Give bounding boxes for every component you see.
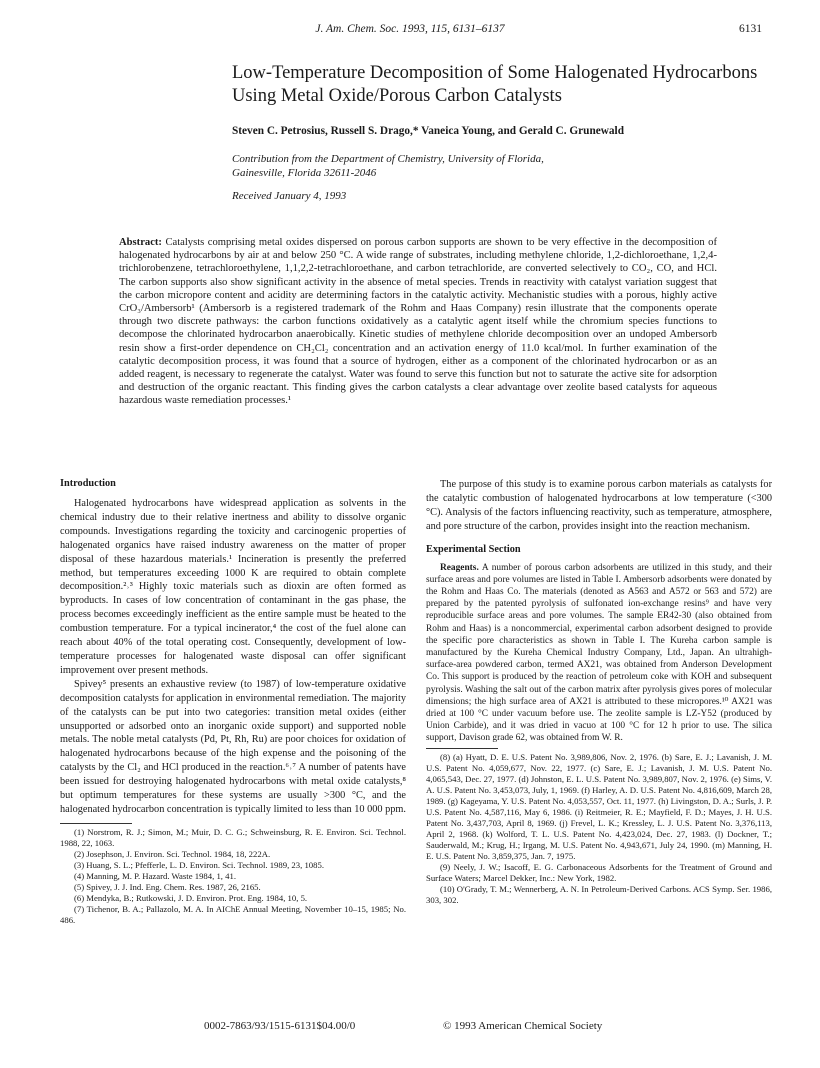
right-column — [426, 478, 772, 906]
running-header — [0, 23, 820, 39]
page-number: 6131 — [739, 23, 762, 35]
journal-citation: J. Am. Chem. Soc. 1993, 115, 6131–6137 — [315, 23, 505, 35]
footnote-rule — [426, 748, 498, 749]
left-column — [60, 478, 406, 926]
article-code: 0002-7863/93/1515-6131$04.00/0 — [204, 1020, 356, 1032]
intro-paragraph-2: Spivey⁵ presents an exhaustive review (to 1987) of low-temperature oxidative decomposition catalysts for application in environmental remediation. The majority of the catalysts can be put into two categories: transition metal oxides (either unsupported or adsorbed onto an inorganic oxide support) and supported noble metals. The noble metal catalysts (Pd, Pt, Rh, Ru) are poor choices for oxidation of halogenated hydrocarbons because of the high expense and the poisoning of the catalysts by the Cl₂ and HCl produced in the reaction.⁶˒⁷ A number of patents have been issued for destroying halogenated hydrocarbons with metal oxide catalysts,⁸ but optimum temperatures for these systems are usually >300 °C, and the halogenated hydrocarbon concentration is typically limited to less than 10 000 ppm. — [60, 678, 407, 815]
footnote-rule — [60, 823, 132, 824]
footnote-9: (9) Neely, J. W.; Isacoff, E. G. Carbonaceous Adsorbents for the Treatment of Ground and Surface Waters; Marcel Dekker, Inc.: New York, 1982. — [426, 861, 772, 883]
abstract-text: Catalysts comprising metal oxides dispersed on porous carbon supports are shown to be very effective in the decomposition of halogenated hydrocarbons by air at and below 250 °C. A wide range of substrates, including methylene chloride, 1,2-dichloroethane, 1,2,4-trichlorobenzene, tetrachloroethylene, 1,1,2,2-tetrachloroethane, and carbon tetrachloride, are converted selectively to CO₂, CO, and HCl. The carbon supports also show significant activity in the absence of metal species. Trends in reactivity with catalyst variation suggest that the carbon micropore content and acidity are determining factors in the catalytic activity. Mechanistic studies with a porous, highly active CrO₃/Ambersorb¹ (Ambersorb is a registered trademark of the Rohm and Haas Company) resin illustrate that the components operate through two discrete pathways: the carbon functions oxidatively as a catalytic agent itself while the chromium species functions to decompose the chlorinated hydrocarbon anaerobically. Kinetic studies of methylene chloride decomposition over an undoped Ambersorb resin show a first-order dependence on CH₂Cl₂ concentration and an activation energy of 11.0 kcal/mol. In further examination of the catalytic decomposition process, it was found that a source of hydrogen, either as a component of the chlorinated hydrocarbon or as an added reagent, is necessary to regenerate the catalyst. Water was found to serve this function but not to saturate the active site for adsorption and destruction of the organic reactant. This finding gives the carbon catalysts a clear advantage over zeolite based catalysts for aqueous hazardous waste remediation processes.¹ — [119, 237, 717, 407]
footnote-7: (7) Tichenor, B. A.; Pallazolo, M. A. In AIChE Annual Meeting, November 10–15, 1985; No. 486. — [60, 903, 406, 925]
reagents-text: A number of porous carbon adsorbents are utilized in this study, and their surface areas and pore volumes are listed in Table I. Ambersorb adsorbents were donated by the Rohm and Haas Co. The materials (denoted as A563 and A572 or 563 and 572) are prepared by the patented pyrolysis of sulfonated ion-exchange resins⁹ and have very reproducible surface areas and pore volumes. The sample ER42-30 (also obtained from Rohm and Haas) is a noncommercial, experimental carbon adsorbent designed to provide the specific pore characteristics as shown in Table I. The Kureha carbon sample is manufactured by the Kureha Chemical Industry Company, Ltd., Japan. An ultrahigh-surface-area powdered carbon, termed AX21, was obtained from Anderson Development Co. This support is produced by the reaction of petroleum coke with KOH and subsequent pyrolysis. Washing the salt out of the carbon matrix after pyrolysis gives pores of molecular dimensions; the high surface area of AX21 is attributed to these micropores.¹⁰ AX21 was dried at 100 °C under vacuum before use. The zeolite sample is LZ-Y52 (produced by Union Carbide), and it was dried in vacuo at 100 °C for 12 h prior to use. The silica support, Davison grade 62, was obtained from W. R. — [426, 562, 772, 744]
reagents-paragraph — [426, 562, 772, 745]
purpose-paragraph: The purpose of this study is to examine porous carbon materials as catalysts for the catalytic combustion of halogenated hydrocarbons at low temperature (<300 °C). Analysis of the factors influencing reactivity, such as temperature, atmosphere, and pore structure of the carbon, provides insight into the reaction mechanism. — [426, 479, 772, 532]
footnote-5: (5) Spivey, J. J. Ind. Eng. Chem. Res. 1987, 26, 2165. — [74, 881, 261, 892]
received-date: Received January 4, 1993 — [232, 190, 347, 202]
footnote-8: (8) (a) Hyatt, D. E. U.S. Patent No. 3,989,806, Nov. 2, 1976. (b) Sare, E. J.; Lavanish, J. M. U.S. Patent No. 4,059,677, Nov. 22, 1977. (c) Sare, E. J.; Lavanish, J. M. U.S. Patent No. 4,065,543, Dec. 27, 1977. (d) Johnston, E. L. U.S. Patent No. 3,989,807, Nov. 2, 1976. (e) Sims, V. A. U.S. Patent No. 3,453,073, July, 1, 1969. (f) Harley, A. D. U.S. Patent No. 4,816,609, March 28, 1989. (g) Kageyama, Y. U.S. Patent No. 4,053,557, Oct. 11, 1977. (h) Livingston, D. A.; Surls, J. P. U.S. Patent No. 4,587,116, May 6, 1986. (i) Reitmeier, R. E.; Mayfield, F. D.; Mayes, J. H. U.S. Patent No. 3,437,703, April 8, 1969. (j) Frevel, L. K.; Kressley, L. J. U.S. Patent No. 3,376,113, April 2, 1968. (k) Wolford, T. L. U.S. Patent No. 4,423,024, Dec. 27, 1983. (l) Dockner, T.; Sauderwald, M.; Krug, H.; Irgang, M. U.S. Patent No. 4,943,671, July 24, 1990. (m) Manning, H. E. U.S. Patent No. 3,859,375, Jan. 7, 1975. — [426, 751, 772, 861]
footnote-3: (3) Huang, S. L.; Pfefferle, L. D. Environ. Sci. Technol. 1989, 23, 1085. — [74, 859, 325, 870]
introduction-heading: Introduction — [60, 478, 116, 489]
footnote-6: (6) Mendyka, B.; Rutkowski, J. D. Environ. Prot. Eng. 1984, 10, 5. — [74, 892, 308, 903]
experimental-heading: Experimental Section — [426, 543, 521, 555]
footnote-4: (4) Manning, M. P. Hazard. Waste 1984, 1, 41. — [74, 870, 237, 881]
article-title: Low-Temperature Decomposition of Some Halogenated Hydrocarbons Using Metal Oxide/Porous Carbon Catalysts — [232, 63, 758, 106]
abstract — [119, 236, 717, 408]
abstract-label: Abstract: — [119, 237, 162, 248]
footnote-10: (10) O'Grady, T. M.; Wennerberg, A. N. In Petroleum-Derived Carbons. ACS Symp. Ser. 1986, 303, 302. — [426, 883, 772, 905]
intro-paragraph-1: Halogenated hydrocarbons have widespread application as solvents in the chemical industry due to their relative inertness and ability to dissolve organic compounds. Investigations regarding the toxicity and carcinogenic properties of halogenated organics have raised industry awareness on the matter of proper disposal of these hazardous materials.¹ Incineration is presently the preferred method, but temperatures exceeding 1000 K are required to obtain complete decomposition.²˒³ Highly toxic materials such as dioxin are often formed as byproducts. In cases of low concentration of contaminant in the gas phase, the process becomes exceedingly inefficient as the entire sample must be heated to the combustion temperature. For a typical incinerator,⁴ the cost of the fuel alone can reach about 40% of the total operating cost. Consequently, development of low-temperature processes for halogenated waste disposal can offer significant improvement over present methods. — [60, 498, 406, 676]
reagents-label: Reagents. — [440, 562, 479, 573]
affiliation: Contribution from the Department of Chemistry, University of Florida, Gainesville, Florida 32611-2046 — [232, 153, 544, 179]
copyright-notice: © 1993 American Chemical Society — [443, 1020, 603, 1032]
footnote-1: (1) Norstrom, R. J.; Simon, M.; Muir, D. C. G.; Schweinsburg, R. E. Environ. Sci. Technol. 1988, 22, 1063. — [60, 826, 406, 848]
footnote-2: (2) Josephson, J. Environ. Sci. Technol. 1984, 18, 222A. — [74, 848, 271, 859]
author-list: Steven C. Petrosius, Russell S. Drago,* Vaneica Young, and Gerald C. Grunewald — [232, 125, 624, 137]
